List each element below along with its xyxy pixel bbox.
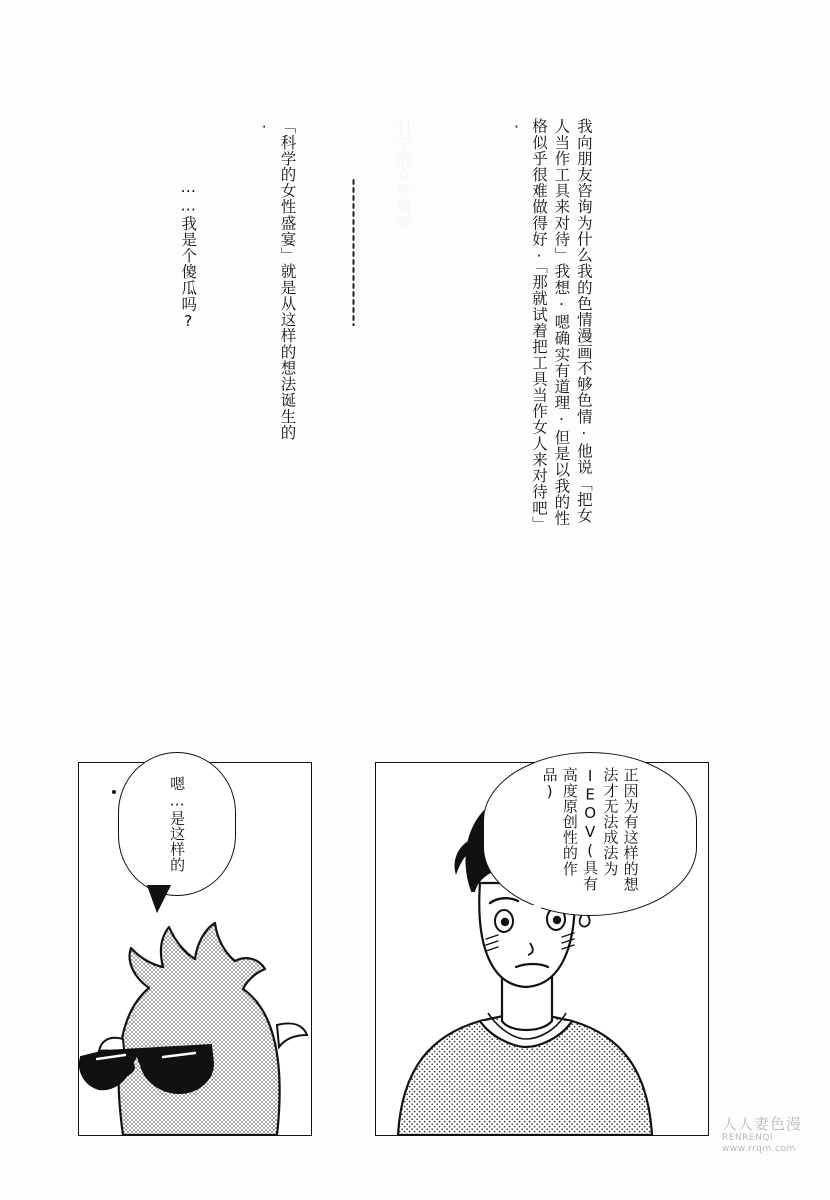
speech-balloon-right <box>483 752 697 916</box>
speech-balloon-left <box>118 752 236 896</box>
narration-fool-caption: ……我是个傻瓜吗? <box>179 178 198 331</box>
watermark-url: www.rrqm.com <box>721 1143 796 1154</box>
speech-balloon-left-tail <box>148 886 170 912</box>
speech-balloon-right-text: 正因为有这样的想法才无法成法为IEOV(具有高度原创性的作品) <box>540 767 640 892</box>
watermark-sub: RENRENQI <box>721 1133 774 1144</box>
narration-main: 我向朋友咨询为什么我的色情漫画不够色情·他说「把女人当作工具来对待」我想·嗯确实有道理·但是以我的性格似乎很难做得好·「那就试着把工具当作女人来对待吧」· <box>507 118 593 526</box>
dotted-leader <box>352 178 355 326</box>
speech-balloon-left-text: 嗯…是这样的 <box>168 775 187 873</box>
ghost-text <box>392 120 414 500</box>
watermark-main: 人人妻色漫 <box>721 1115 802 1134</box>
watermark <box>722 1116 802 1154</box>
balloon-left-dot <box>112 790 116 794</box>
speech-balloon-right-tail <box>520 905 542 929</box>
narration-science-caption: 「科学的女性盛宴」就是从这样的想法诞生的· <box>255 118 297 441</box>
